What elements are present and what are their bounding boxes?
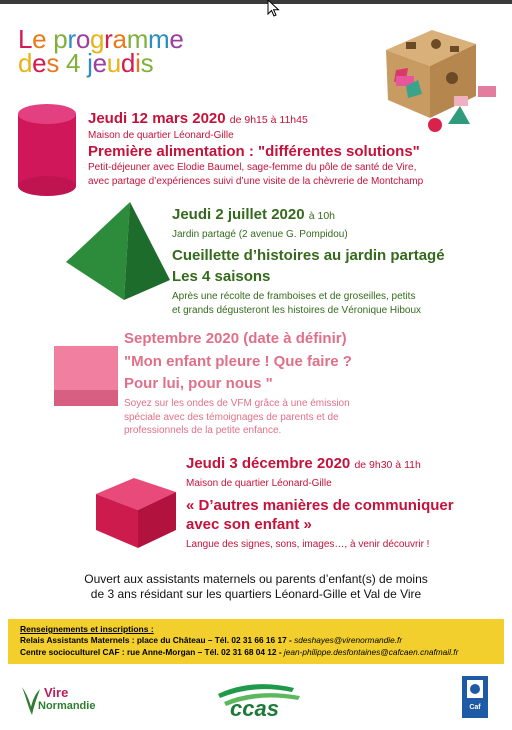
notice-line: de 3 ans résidant sur les quartiers Léonard-Gille et Val de Vire [90, 587, 422, 601]
title-letter: r [104, 24, 113, 54]
event-place: Maison de quartier Léonard-Gille [88, 130, 234, 141]
title-letter: s [140, 48, 154, 78]
normandie-logo-text: Normandie [38, 700, 96, 712]
event-desc-line: professionnels de la petite enfance. [124, 425, 282, 436]
notice-line: Ouvert aux assistants maternels ou parents d’enfant(s) de moins [84, 572, 428, 586]
event-date: Septembre 2020 (date à définir) [124, 330, 347, 347]
event-desc-line: avec partage d’expériences suivi d’une visite de la chèvrerie de Montchamp [88, 175, 424, 187]
vire-normandie-logo [20, 685, 110, 721]
event-desc-line: Petit-déjeuner avec Elodie Baumel, sage-femme du pôle de santé de Vire, [88, 162, 417, 173]
title-letter: e [92, 48, 107, 78]
caf-emblem-icon [467, 680, 483, 698]
event-desc-line: et grands dégusteront les histoires de Véronique Hiboux [172, 304, 422, 316]
title-line-2 [18, 48, 184, 78]
event-desc-line: Langue des signes, sons, images…, à venir découvrir ! [186, 539, 430, 550]
event-desc-line: Soyez sur les ondes de VFM grâce à une émission [124, 398, 350, 409]
title-letter: o [75, 24, 90, 54]
ccas-logo-text: ccas [230, 696, 279, 721]
ram-email-link[interactable]: sdeshayes@virenormandie.fr [294, 635, 403, 645]
mouse-cursor-icon [266, 0, 284, 18]
red-cube-image [92, 466, 182, 550]
title-letter: s [46, 48, 60, 78]
caf-email-link[interactable]: jean-philippe.desfontaines@cafcaen.cnafmail.fr [283, 646, 459, 657]
title-letter: u [106, 48, 121, 78]
title-letter: e [32, 24, 47, 54]
event-title: Les 4 saisons [172, 268, 271, 285]
caf-logo-text: Caf [469, 704, 481, 711]
event-title: Première alimentation : "différentes solutions" [88, 143, 420, 160]
event-date: Jeudi 3 décembre 2020 de 9h30 à 11h [186, 455, 421, 472]
info-row-ram: Relais Assistants Maternels : place du Château – Tél. 02 31 66 16 17 - sdeshayes@virenormandie.fr [20, 635, 403, 645]
eligibility-notice [20, 572, 492, 602]
event-desc-line: Après une récolte de framboises et de groseilles, petits [172, 291, 416, 302]
event-3 [124, 330, 504, 438]
title-letter [59, 48, 66, 78]
event-date: Jeudi 12 mars 2020 de 9h15 à 11h45 [88, 110, 308, 127]
page-title [18, 24, 184, 78]
title-letter: d [120, 48, 136, 78]
title-letter: m [148, 24, 170, 54]
light-pink-block-image [50, 340, 122, 412]
event-2 [172, 206, 508, 317]
event-4 [186, 455, 508, 552]
event-place: Maison de quartier Léonard-Gille [186, 478, 332, 489]
pink-cylinder-image [14, 102, 80, 198]
title-letter: i [135, 48, 141, 78]
title-letter: p [53, 24, 68, 54]
title-letter: d [18, 48, 33, 78]
ccas-logo [212, 680, 312, 722]
info-row-caf: Centre socioculturel CAF : rue Anne-Morgan – Tél. 02 31 68 04 12 - jean-philippe.desfontaines@cafcaen.cnafmail.fr [20, 646, 459, 657]
contact-info-bar [8, 619, 504, 664]
title-letter: L [18, 24, 33, 54]
vire-logo-text: Vire [44, 685, 69, 700]
title-letter: j [87, 48, 93, 78]
title-letter: m [126, 24, 149, 54]
event-date: Jeudi 2 juillet 2020 à 10h [172, 206, 336, 223]
top-bar [0, 0, 512, 4]
event-title: Pour lui, pour nous " [124, 375, 273, 392]
info-heading: Renseignements et inscriptions : [20, 624, 154, 634]
green-pyramid-image [60, 200, 172, 306]
event-title: "Mon enfant pleure ! Que faire ? [124, 353, 352, 370]
title-letter: e [32, 48, 47, 78]
caf-logo [462, 676, 488, 718]
title-letter: r [67, 24, 76, 54]
title-letter: a [112, 24, 127, 54]
event-place: Jardin partagé (2 avenue G. Pompidou) [172, 229, 348, 240]
event-desc-line: spéciale avec des témoignages de parents et de [124, 411, 339, 423]
event-1 [88, 110, 508, 188]
title-letter: 4 [65, 48, 81, 78]
event-title: « D’autres manières de communiquer [186, 497, 454, 514]
event-title: avec son enfant » [186, 516, 312, 533]
event-title: Cueillette d’histoires au jardin partagé [172, 247, 445, 264]
title-letter: e [169, 24, 184, 54]
title-letter: g [89, 24, 105, 54]
